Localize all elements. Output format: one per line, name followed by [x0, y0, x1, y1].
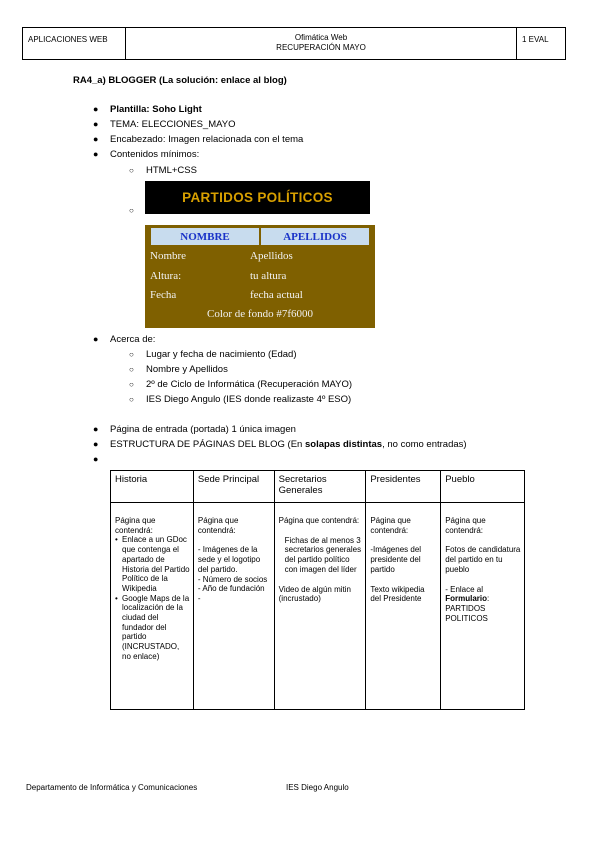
page-title: RA4_a) BLOGGER (La solución: enlace al blog)	[73, 75, 287, 86]
bullet-icon: ●	[93, 119, 99, 129]
col-header-pueblo: Pueblo	[441, 471, 525, 503]
col-header-sede: Sede Principal	[193, 471, 274, 503]
header-course: APLICACIONES WEB	[23, 28, 126, 59]
sample-cell: Fecha	[150, 289, 177, 301]
list-item: • Enlace a un GDoc que contenga el apartado de Historia del Partido Político de la Wikipedia	[122, 535, 190, 593]
acerca-item: IES Diego Angulo (IES donde realizaste 4º ESO)	[146, 394, 352, 405]
sub-bullet-icon: ○	[129, 206, 134, 215]
sub-bullet-html-css: HTML+CSS	[146, 165, 197, 176]
bullet-icon: ●	[93, 334, 99, 344]
sample-cell: tu altura	[250, 270, 287, 282]
cell-intro: Página que contendrá:	[115, 516, 156, 535]
col-header-secretarios: Secretarios Generales	[274, 471, 366, 503]
bullet-icon: ●	[93, 149, 99, 159]
cell-historia	[111, 503, 194, 710]
cell-intro: Página que contendrá:	[445, 516, 486, 535]
header-title-line1: Ofimática Web	[294, 33, 348, 42]
table-row	[111, 503, 525, 710]
sub-bullet-icon: ○	[129, 166, 134, 175]
bullet-tema: TEMA: ELECCIONES_MAYO	[110, 119, 236, 130]
list-item: • Google Maps de la localización de la ciudad del fundador del partido (INCRUSTADO, no enlace)	[122, 594, 190, 662]
acerca-item: Lugar y fecha de nacimiento (Edad)	[146, 349, 297, 360]
sample-table	[145, 225, 375, 328]
sub-bullet-icon: ○	[129, 350, 134, 359]
table-header-row	[111, 471, 525, 503]
bullet-contenidos: Contenidos mínimos:	[110, 149, 200, 160]
header-title	[126, 28, 516, 59]
cell-line: Texto wikipedia del Presidente	[370, 584, 425, 604]
cell-secretarios	[274, 503, 366, 710]
estructura-text-end: , no como entradas)	[382, 439, 467, 450]
bullet-icon: ●	[93, 454, 99, 464]
formulario-suffix: : PARTIDOS POLITICOS	[445, 594, 490, 623]
cell-line: - Imágenes de la sede y el logotipo del partido.	[197, 545, 261, 574]
cell-intro: Página que contendrá:	[197, 516, 239, 535]
partidos-banner: PARTIDOS POLÍTICOS	[145, 181, 370, 214]
cell-intro: Página que contendrá:	[278, 516, 360, 525]
bullet-estructura	[110, 439, 467, 450]
historia-list	[115, 535, 190, 661]
estructura-bold: solapas distintas	[304, 439, 383, 450]
cell-line	[445, 585, 521, 624]
col-header-presidentes: Presidentes	[366, 471, 441, 503]
blog-structure-table	[110, 470, 525, 710]
sample-table-footer: Color de fondo #7f6000	[206, 308, 313, 320]
cell-line: - Año de fundación	[197, 584, 265, 594]
cell-line: -Imágenes del presidente del partido	[370, 545, 422, 574]
cell-line: Fotos de candidatura del partido en tu pueblo	[445, 545, 521, 574]
cell-sede	[193, 503, 274, 710]
bullet-icon: ●	[93, 104, 99, 114]
bullet-icon: ●	[93, 424, 99, 434]
sample-header-nombre: NOMBRE	[150, 227, 260, 246]
cell-intro: Página que contendrá:	[370, 516, 411, 535]
sub-bullet-icon: ○	[129, 365, 134, 374]
bullet-acerca: Acerca de:	[110, 334, 156, 345]
formulario-bold: Formulario	[445, 594, 487, 604]
cell-line: Fichas de al menos 3 secretarios generales del partido político con imagen del líder	[284, 535, 362, 574]
bullet-pagina-entrada: Página de entrada (portada) 1 única imagen	[110, 424, 296, 435]
col-header-historia: Historia	[111, 471, 194, 503]
header-title-line2: RECUPERACIÓN MAYO	[276, 43, 366, 52]
header-table	[22, 27, 566, 60]
sample-cell: Altura:	[150, 270, 182, 282]
sub-bullet-icon: ○	[129, 380, 134, 389]
sub-bullet-icon: ○	[129, 395, 134, 404]
cell-line: -	[197, 593, 201, 603]
sample-cell: fecha actual	[250, 289, 303, 301]
sample-header-apellidos: APELLIDOS	[260, 227, 370, 246]
bullet-plantilla: Plantilla: Soho Light	[110, 104, 202, 115]
formulario-prefix: - Enlace al	[445, 584, 484, 594]
sample-cell: Nombre	[150, 250, 187, 262]
footer-department: Departamento de Informática y Comunicaciones	[26, 783, 198, 792]
bullet-encabezado: Encabezado: Imagen relacionada con el tema	[110, 134, 304, 145]
bullet-icon: ●	[93, 134, 99, 144]
header-eval: 1 EVAL	[516, 28, 565, 59]
bullet-icon: ●	[93, 439, 99, 449]
estructura-text: ESTRUCTURA DE PÁGINAS DEL BLOG (En	[110, 439, 305, 450]
cell-line: - Número de socios	[197, 574, 268, 584]
sample-table-header	[150, 227, 370, 246]
acerca-item: Nombre y Apellidos	[146, 364, 228, 375]
cell-line: Video de algún mitin (incrustado)	[278, 584, 351, 604]
cell-presidentes	[366, 503, 441, 710]
sample-cell: Apellidos	[250, 250, 293, 262]
acerca-item: 2º de Ciclo de Informática (Recuperación MAYO)	[146, 379, 353, 390]
cell-pueblo	[441, 503, 525, 710]
footer-school: IES Diego Angulo	[286, 783, 349, 792]
